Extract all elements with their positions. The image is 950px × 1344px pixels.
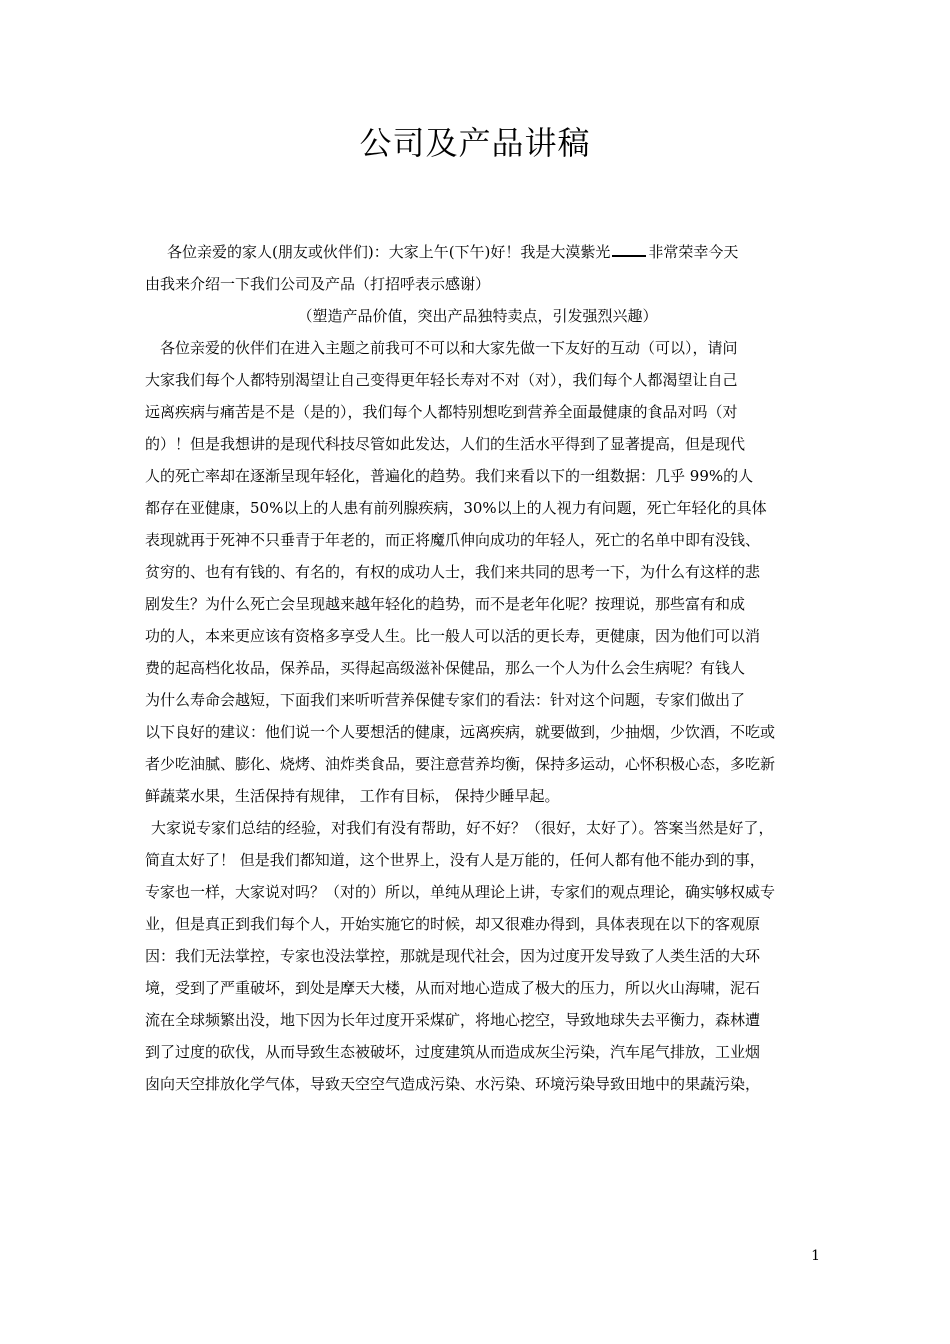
paragraph-line: 者少吃油腻、膨化、烧烤、油炸类食品，要注意营养均衡，保持多运动，心怀积极心态，多吃新 <box>145 755 776 773</box>
paragraph-line: 大家说专家们总结的经验，对我们有没有帮助，好不好？（很好，太好了）。答案当然是好了， <box>151 819 774 837</box>
paragraph-line: 业，但是真正到我们每个人，开始实施它的时候，却又很难办得到，具体表现在以下的客观原 <box>145 915 761 933</box>
intro-subheading: （塑造产品价值，突出产品独特卖点，引发强烈兴趣） <box>297 307 658 325</box>
document-title: 公司及产品讲稿 <box>359 124 591 162</box>
paragraph-line: 都存在亚健康，50%以上的人患有前列腺疾病，30%以上的人视力有问题，死亡年轻化的具体 <box>145 499 767 517</box>
paragraph-line: 各位亲爱的伙伴们在进入主题之前我可不可以和大家先做一下友好的互动（可以），请问 <box>160 339 738 357</box>
paragraph-line: 因：我们无法掌控，专家也没法掌控，那就是现代社会，因为过度开发导致了人类生活的大环 <box>145 947 761 965</box>
paragraph-line: 费的起高档化妆品，保养品，买得起高级滋补保健品，那么一个人为什么会生病呢？有钱人 <box>145 659 746 677</box>
paragraph-line: 贫穷的、也有有钱的、有名的，有权的成功人士，我们来共同的思考一下，为什么有这样的悲 <box>145 563 761 581</box>
paragraph-line: 以下良好的建议：他们说一个人要想活的健康，远离疾病，就要做到，少抽烟，少饮酒，不吃或 <box>145 723 776 741</box>
page-number: 1 <box>811 1248 820 1264</box>
paragraph-line: 专家也一样，大家说对吗？（对的）所以，单纯从理论上讲，专家们的观点理论，确实够权威专 <box>145 883 776 901</box>
paragraph-line: 表现就再于死神不只垂青于年老的，而正将魔爪伸向成功的年轻人，死亡的名单中即有没钱、 <box>145 531 761 549</box>
paragraph-line: 的）！但是我想讲的是现代科技尽管如此发达，人们的生活水平得到了显著提高，但是现代 <box>145 435 746 453</box>
paragraph-line: 鲜蔬菜水果，生活保持有规律， 工作有目标， 保持少睡早起。 <box>145 787 560 805</box>
intro-greeting: 各位亲爱的家人(朋友或伙伴们)：大家上午(下午)好！我是大漠紫光 <box>167 243 611 261</box>
intro-line-2: 由我来介绍一下我们公司及产品（打招呼表示感谢） <box>145 275 491 293</box>
intro-greeting-end: 非常荣幸今天 <box>648 243 739 261</box>
intro-line-1 <box>145 236 810 268</box>
paragraph-line: 简直太好了！ 但是我们都知道，这个世界上，没有人是万能的，任何人都有他不能办到的事， <box>145 851 765 869</box>
paragraph-line: 囱向天空排放化学气体，导致天空空气造成污染、水污染、环境污染导致田地中的果蔬污染， <box>145 1075 761 1093</box>
paragraph-line: 为什么寿命会越短，下面我们来听听营养保健专家们的看法：针对这个问题，专家们做出了 <box>145 691 746 709</box>
paragraph-line: 境，受到了严重破坏，到处是摩天大楼，从而对地心造成了极大的压力，所以火山海啸，泥石 <box>145 979 761 997</box>
document-body <box>145 236 810 1100</box>
paragraph-line: 远离疾病与痛苦是不是（是的），我们每个人都特别想吃到营养全面最健康的食品对吗（对 <box>145 403 738 421</box>
paragraph-line: 大家我们每个人都特别渴望让自己变得更年轻长寿对不对（对），我们每个人都渴望让自己 <box>145 371 738 389</box>
paragraph-line: 到了过度的砍伐，从而导致生态被破坏，过度建筑从而造成灰尘污染，汽车尾气排放，工业烟 <box>145 1043 761 1061</box>
fill-in-blank <box>612 254 646 257</box>
paragraph-line: 人的死亡率却在逐渐呈现年轻化，普遍化的趋势。我们来看以下的一组数据：几乎 99%的人 <box>145 467 754 485</box>
paragraph-line: 流在全球频繁出没，地下因为长年过度开采煤矿，将地心挖空，导致地球失去平衡力，森林遭 <box>145 1011 761 1029</box>
paragraph-line: 功的人，本来更应该有资格多享受人生。比一般人可以活的更长寿，更健康，因为他们可以消 <box>145 627 761 645</box>
paragraph-line: 剧发生？为什么死亡会呈现越来越年轻化的趋势，而不是老年化呢？按理说，那些富有和成 <box>145 595 746 613</box>
